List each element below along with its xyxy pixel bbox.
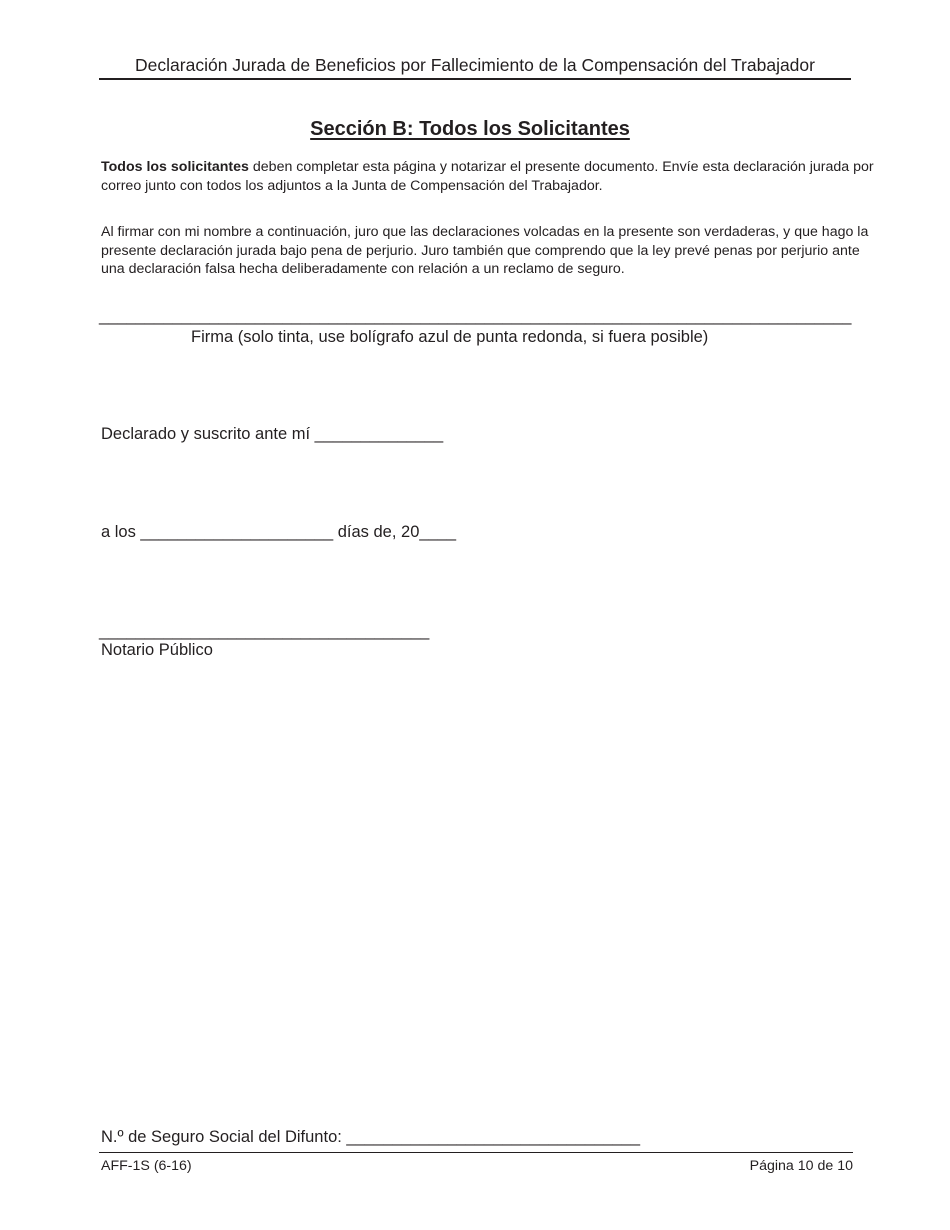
intro-text: deben completar esta página y notarizar el presente documento. Envíe esta declaración jurada por correo junto con todos los adjuntos a la Junta de Compensación del Trabajador. xyxy=(101,159,874,194)
page-number: Página 10 de 10 xyxy=(749,1158,853,1174)
days-date-field[interactable]: a los _____________________ días de, 20____ xyxy=(101,523,457,541)
form-code: AFF-1S (6-16) xyxy=(101,1158,192,1174)
notary-label: Notario Público xyxy=(101,641,213,659)
sworn-before-field[interactable]: Declarado y suscrito ante mí ______________ xyxy=(101,425,444,443)
document-footer xyxy=(99,1152,853,1174)
signature-caption: Firma (solo tinta, use bolígrafo azul de punta redonda, si fuera posible) xyxy=(191,328,709,346)
notary-signature-line[interactable]: ____________________________________ xyxy=(99,622,430,640)
intro-paragraph xyxy=(101,158,881,195)
section-title: Sección B: Todos los Solicitantes xyxy=(310,118,630,140)
signature-line[interactable]: __________________________________________________________________________________ xyxy=(99,307,852,325)
ssn-field[interactable]: N.º de Seguro Social del Difunto: ________________________________ xyxy=(101,1128,641,1146)
oath-paragraph: Al firmar con mi nombre a continuación, juro que las declaraciones volcadas en la presente son verdaderas, y que hago la presente declaración jurada bajo pena de perjurio. Juro también que comprendo que la ley prevé penas por perjurio ante una declaración falsa hecha deliberadamente con relación a un reclamo de seguro. xyxy=(101,224,869,277)
intro-bold-lead: Todos los solicitantes xyxy=(101,159,249,175)
document-header: Declaración Jurada de Beneficios por Fallecimiento de la Compensación del Trabajador xyxy=(99,54,851,80)
